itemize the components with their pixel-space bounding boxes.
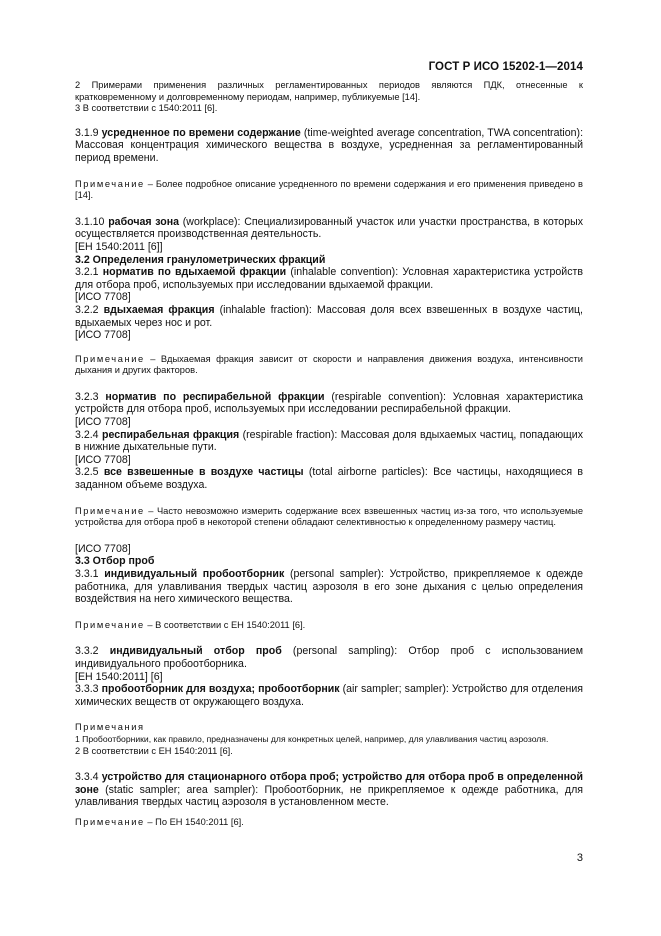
note-text: – Вдыхаемая фракция зависит от скорости и направления движения воздуха, интенсивности дыхания и других факторов.	[75, 353, 583, 376]
section-3-1-9	[75, 127, 583, 165]
term: пробоотборник для воздуха; пробоотборник	[101, 683, 340, 696]
section-number: 3.3.1	[75, 568, 99, 580]
term: норматив по вдыхаемой фракции	[102, 266, 287, 279]
term: вдыхаемая фракция	[103, 303, 215, 316]
reference-3-2-1: [ИСО 7708]	[75, 291, 131, 304]
definition: (respirable convention): Условная характеристика устройств для отбора проб, используемых при исследовании респирабельной фракции.	[75, 390, 584, 416]
section-number: 3.2.2	[75, 303, 99, 316]
note-text: – В соответствии с ЕН 1540:2011 [6].	[144, 619, 306, 630]
note-3-3-3-2: 2 В соответствии с ЕН 1540:2011 [6].	[75, 745, 233, 756]
section-number: 3.1.9	[75, 126, 99, 139]
term: рабочая зона	[108, 215, 180, 228]
note-3-1-9	[75, 179, 583, 202]
section-3-3-1	[75, 568, 583, 606]
note-text: – Более подробное описание усредненного по времени содержания и его применения приведено в [14].	[75, 178, 583, 201]
reference-3-2-5: [ИСО 7708]	[75, 542, 131, 555]
document-code-header: ГОСТ Р ИСО 15202-1—2014	[428, 61, 583, 73]
section-3-3-title: 3.3 Отбор проб	[75, 555, 155, 568]
reference-3-3-2: [ЕН 1540:2011] [6]	[75, 670, 163, 683]
definition: (static sampler; area sampler): Пробоотборник, не прикрепляемое к одежде работника, для улавливания твердых частиц аэрозоля в установленном месте.	[75, 783, 583, 809]
section-number: 3.1.10	[75, 215, 105, 228]
reference-3-2-3: [ИСО 7708]	[75, 416, 131, 429]
note-3-3-4	[75, 817, 583, 829]
section-3-2-title: 3.2 Определения гранулометрических фракций	[75, 253, 326, 266]
reference-3-2-2: [ИСО 7708]	[75, 329, 131, 342]
note-text: – По ЕН 1540:2011 [6].	[144, 816, 244, 827]
section-number: 3.2.3	[75, 390, 99, 403]
note-3-3-3-1: 1 Пробоотборники, как правило, предназначены для конкретных целей, например, для улавливания частиц аэрозоля.	[75, 733, 549, 744]
section-3-2-2	[75, 304, 583, 329]
note-3-2-5	[75, 506, 583, 529]
definition: (total airborne particles): Все частицы, находящиеся в заданном объеме воздуха.	[75, 466, 583, 492]
definition: (personal sampling): Отбор проб с использованием индивидуального пробоотборника.	[75, 645, 583, 670]
definition: (inhalable fraction): Массовая доля всех взвешенных в воздухе частиц, вдыхаемых через нос и рот.	[75, 303, 583, 329]
definition: (respirable fraction): Массовая доля вдыхаемых частиц, попадающих в нижние дыхательные пути.	[75, 428, 583, 454]
section-number: 3.3.2	[75, 645, 99, 658]
section-3-2-3	[75, 391, 583, 416]
term: индивидуальный отбор проб	[109, 645, 282, 658]
note-text: – Часто невозможно измерить содержание всех взвешенных частиц из-за того, что используемые устройства для отбора проб в некоторой степени обладают селективностью к определенному размеру частиц.	[75, 505, 583, 528]
note-top-2: 2 Примерами применения различных регламентированных периодов являются ПДК, отнесенные к кратковременному и долговременному периодам, например, публикуемые [14].	[75, 80, 583, 102]
note-label: Примечание	[75, 353, 145, 364]
notes-3-3-3-label: Примечания	[75, 722, 145, 733]
term: индивидуальный пробоотборник	[104, 568, 285, 580]
section-3-2-1	[75, 266, 583, 291]
page-number: 3	[576, 852, 583, 864]
section-3-3-4	[75, 771, 583, 809]
section-3-3-2	[75, 645, 583, 670]
reference-3-2-4: [ИСО 7708]	[75, 453, 131, 466]
page-content	[75, 80, 583, 829]
term: респирабельная фракция	[102, 428, 240, 441]
term: усредненное по времени содержание	[101, 126, 301, 139]
reference-3-1-10: [ЕН 1540:2011 [6]]	[75, 240, 163, 253]
definition: (time-weighted average concentration, TWA concentration): Массовая концентрация химического вещества в воздухе, усредненная за регламентированный период времени.	[75, 126, 584, 164]
note-top-3: 3 В соответствии с 1540:2011 [6].	[75, 103, 218, 114]
term: все взвешенные в воздухе частицы	[103, 466, 304, 479]
note-label: Примечание	[75, 619, 145, 630]
note-3-3-1	[75, 620, 583, 632]
definition: (air sampler; sampler): Устройство для отделения химических веществ от окружающего воздуха.	[75, 683, 583, 708]
definition: (personal sampler): Устройство, прикрепляемое к одежде работника, для улавливания твердых частиц аэрозоля в его зоне дыхания с целью определения воздействия на него химического вещества.	[75, 568, 584, 606]
section-3-3-3	[75, 683, 583, 708]
note-label: Примечание	[75, 178, 145, 189]
section-3-2-4	[75, 429, 583, 454]
definition: (workplace): Специализированный участок или участки пространства, в которых осуществляется производственная деятельность.	[75, 215, 583, 241]
note-label: Примечание	[75, 505, 145, 516]
note-3-2-2	[75, 354, 583, 377]
definition: (inhalable convention): Условная характеристика устройств для отбора проб, используемых при исследовании вдыхаемой фракции.	[75, 266, 583, 291]
section-number: 3.2.4	[75, 428, 99, 441]
section-number: 3.3.4	[75, 771, 99, 784]
term: устройство для стационарного отбора проб; устройство для отбора проб в определенной зоне	[75, 771, 583, 796]
section-3-1-10	[75, 216, 583, 241]
term: норматив по респирабельной фракции	[105, 390, 325, 403]
section-number: 3.2.1	[75, 266, 99, 279]
note-label: Примечание	[75, 816, 145, 827]
section-3-2-5	[75, 466, 583, 491]
section-number: 3.3.3	[75, 683, 99, 696]
section-number: 3.2.5	[75, 466, 99, 479]
